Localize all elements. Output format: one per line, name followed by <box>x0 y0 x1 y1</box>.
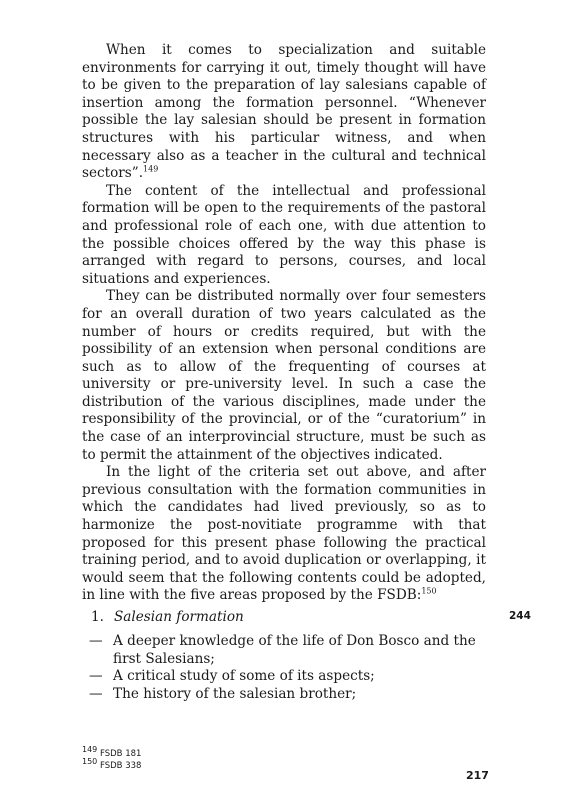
marginal-number: 244 <box>509 610 531 622</box>
dash-bullet: — <box>89 668 103 685</box>
footnote-ref: 150 <box>421 586 437 596</box>
footnotes <box>82 745 142 772</box>
body-text <box>82 42 486 605</box>
paragraph-text: When it comes to specialization and suitable environments for carrying it out, timely thought will have to be given to the preparation of lay salesians capable of insertion among the formation personnel. “Whenever possible the lay salesian should be present in formation structures with his particular witness, and when necessary also as a teacher in the cultural and technical sectors”. <box>82 42 486 182</box>
footnote-mark: 149 <box>82 745 98 755</box>
paragraph <box>82 288 486 464</box>
paragraph <box>82 42 486 183</box>
content-list <box>89 633 489 703</box>
paragraph-text: The content of the intellectual and professional formation will be open to the requirements of the pastoral and professional role of each one, with due attention to the possible choices offered by the way this phase is arranged with regard to persons, courses, and local situations and experiences. <box>82 182 486 287</box>
dash-bullet: — <box>89 633 103 649</box>
paragraph <box>82 183 486 289</box>
section-heading <box>91 608 486 626</box>
paragraph <box>82 464 486 605</box>
list-item <box>89 668 489 686</box>
footnote-text: FSDB 181 <box>99 749 142 759</box>
list-item-text: A deeper knowledge of the life of Don Bosco and the first Salesians; <box>113 633 476 667</box>
dash-bullet: — <box>89 685 103 702</box>
list-item <box>89 633 489 668</box>
list-item-text: The history of the salesian brother; <box>113 685 357 702</box>
section-number: 1. <box>91 609 104 625</box>
footnote-ref: 149 <box>143 164 159 174</box>
list-item <box>89 686 489 704</box>
paragraph-text: In the light of the criteria set out above, and after previous consultation with the formation communities in which the candidates had lived previously, so as to harmonize the post-novitiate programme with that proposed for this present phase following the practical training period, and to avoid duplication or overlapping, it would seem that the following contents could be adopted, in line with the five areas proposed by the FSDB: <box>82 464 486 604</box>
page-number: 217 <box>466 769 489 782</box>
section-title: Salesian formation <box>113 609 244 625</box>
footnote-mark: 150 <box>82 757 98 767</box>
list-item-text: A critical study of some of its aspects; <box>113 668 375 685</box>
paragraph-text: They can be distributed normally over four semesters for an overall duration of two years calculated as the number of hours or credits required, but with the possibility of an extension when personal conditions are such as to allow of the frequenting of courses at university or pre-university level. In such a case the distribution of the various disciplines, made under the responsibility of the provincial, or of the “curatorium” in the case of an interprovincial structure, must be such as to permit the attainment of the objectives indicated. <box>82 288 486 463</box>
footnote <box>82 757 142 772</box>
footnote-text: FSDB 338 <box>99 761 142 771</box>
